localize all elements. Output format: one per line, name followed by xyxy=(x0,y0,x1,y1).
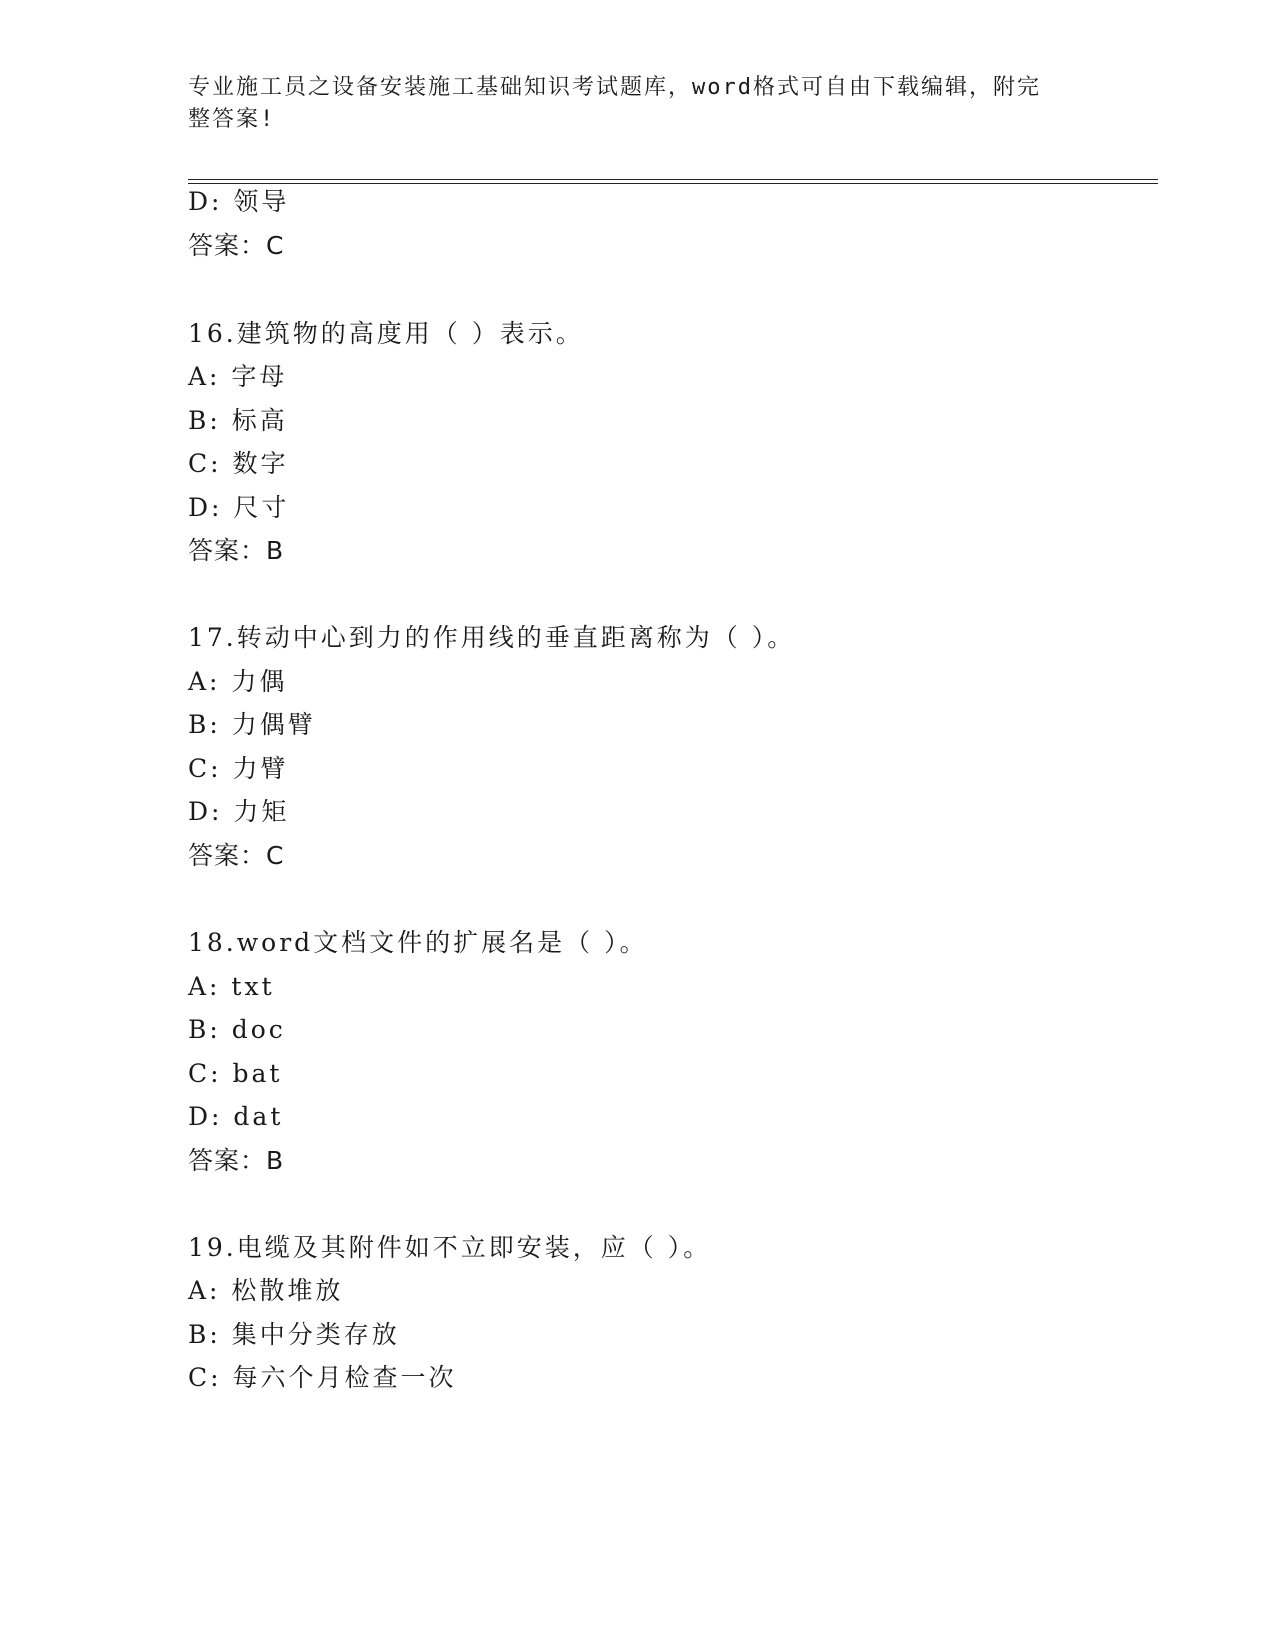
question-18-option-b: B: doc xyxy=(188,1015,286,1044)
question-19-option-c: C: 每六个月检查一次 xyxy=(188,1363,457,1392)
question-18-option-a: A: txt xyxy=(188,972,275,1001)
question-16-option-d: D: 尺寸 xyxy=(188,493,290,522)
question-19-option-a: A: 松散堆放 xyxy=(188,1276,344,1305)
header-line-2: 整答案! xyxy=(188,107,276,132)
question-19-stem: 19.电缆及其附件如不立即安装，应（ ）。 xyxy=(188,1233,712,1262)
question-17-option-a: A: 力偶 xyxy=(188,667,288,696)
question-17-option-c: C: 力臂 xyxy=(188,754,289,783)
question-16-option-c: C: 数字 xyxy=(188,449,289,478)
prev-option-d: D: 领导 xyxy=(188,187,290,216)
question-17-option-b: B: 力偶臂 xyxy=(188,710,316,739)
question-18-option-c: C: bat xyxy=(188,1059,283,1088)
question-16-stem: 16.建筑物的高度用（ ）表示。 xyxy=(188,319,584,348)
question-16-option-b: B: 标高 xyxy=(188,406,288,435)
header-line-1: 专业施工员之设备安装施工基础知识考试题库，word格式可自由下载编辑，附完 xyxy=(188,75,1041,100)
question-18-option-d: D: dat xyxy=(188,1102,284,1131)
question-16-answer: 答案：B xyxy=(188,536,285,565)
question-18-answer: 答案：B xyxy=(188,1146,285,1175)
question-18-stem: 18.word文档文件的扩展名是（ ）。 xyxy=(188,928,648,957)
header-divider xyxy=(188,179,1158,184)
question-17-stem: 17.转动中心到力的作用线的垂直距离称为（ ）。 xyxy=(188,623,796,652)
document-header xyxy=(188,72,1068,136)
question-16-option-a: A: 字母 xyxy=(188,362,288,391)
question-19-option-b: B: 集中分类存放 xyxy=(188,1320,400,1349)
question-17-option-d: D: 力矩 xyxy=(188,797,290,826)
question-17-answer: 答案：C xyxy=(188,841,285,870)
prev-answer: 答案：C xyxy=(188,231,285,260)
